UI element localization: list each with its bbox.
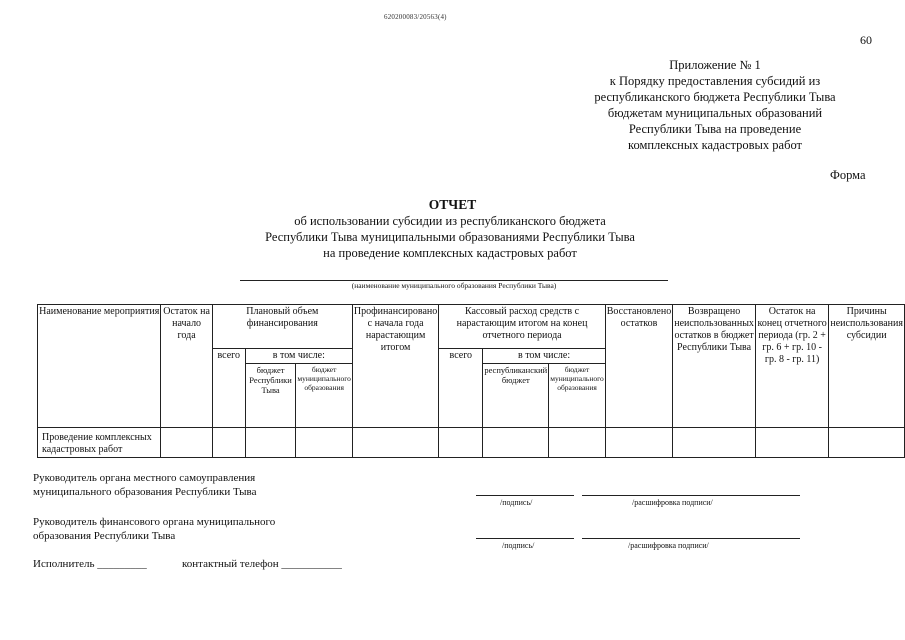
cell-cash-total[interactable] [439, 428, 483, 458]
subtitle-line: об использовании субсидии из республиканского бюджета [294, 214, 606, 228]
header-financed: Профинансировано с начала года нарастающим итогом [352, 305, 438, 428]
cell-restored[interactable] [605, 428, 672, 458]
head-local-signature-caption: /подпись/ [500, 498, 533, 507]
municipality-caption: (наименование муниципального образования Республики Тыва) [351, 281, 557, 290]
header-cash: Кассовый расход средств с нарастающим итогом на конец отчетного периода [439, 305, 605, 349]
appendix-line: Республики Тыва на проведение [628, 122, 802, 136]
head-local-label: Руководитель органа местного самоуправления муниципального образования Республики Тыва [33, 472, 257, 498]
cell-financed[interactable] [352, 428, 438, 458]
document-number: 620200083/20563(4) [384, 13, 447, 21]
header-planned-budget-rt: бюджет Республики Тыва [245, 364, 296, 428]
header-name: Наименование мероприятия [38, 305, 161, 428]
cell-cash-budget-mo[interactable] [549, 428, 606, 458]
cell-planned-total[interactable] [212, 428, 245, 458]
contact-phone-field[interactable]: контактный телефон ___________ [182, 558, 342, 570]
appendix-line: бюджетам муниципальных образований [607, 106, 823, 120]
subtitle-line: Республики Тыва муниципальными образованиями Республики Тыва [265, 230, 635, 244]
report-subtitle [150, 213, 750, 261]
page-number: 60 [860, 33, 872, 47]
header-balance-end: Остаток на конец отчетного периода (гр. 2 + гр. 6 + гр. 10 - гр. 8 - гр. 11) [755, 305, 828, 428]
header-balance-start: Остаток на начало года [161, 305, 212, 428]
head-finance-transcript-caption: /расшифровка подписи/ [628, 541, 709, 550]
report-title: ОТЧЕТ [428, 197, 477, 212]
cell-balance-start[interactable] [161, 428, 212, 458]
header-planned-including: в том числе: [245, 349, 352, 364]
header-planned-budget-mo: бюджет муниципального образования [296, 364, 353, 428]
head-finance-signature-line[interactable] [476, 538, 574, 539]
cell-cash-rep-budget[interactable] [483, 428, 549, 458]
form-label: Форма [830, 168, 866, 182]
row-name: Проведение комплексных кадастровых работ [38, 428, 161, 458]
header-restored: Восстановлено остатков [605, 305, 672, 428]
cell-reasons[interactable] [829, 428, 905, 458]
head-finance-signature-caption: /подпись/ [502, 541, 535, 550]
subtitle-line: на проведение комплексных кадастровых работ [323, 246, 577, 260]
head-finance-label: Руководитель финансового органа муниципального образования Республики Тыва [33, 516, 276, 542]
appendix-line: комплексных кадастровых работ [628, 138, 802, 152]
appendix-block [560, 57, 870, 153]
header-returned: Возвращено неиспользованных остатков в бюджет Республики Тыва [673, 305, 756, 428]
header-planned-total: всего [212, 349, 245, 428]
header-cash-total: всего [439, 349, 483, 428]
head-local-transcript-line[interactable] [582, 495, 800, 496]
header-reasons: Причины неиспользования субсидии [829, 305, 905, 428]
head-local-transcript-caption: /расшифровка подписи/ [632, 498, 713, 507]
executor-field[interactable]: Исполнитель _________ [33, 558, 147, 570]
cell-planned-budget-mo[interactable] [296, 428, 353, 458]
cell-balance-end[interactable] [755, 428, 828, 458]
header-planned: Плановый объем финансирования [212, 305, 352, 349]
appendix-line: республиканского бюджета Республики Тыва [594, 90, 836, 104]
report-table [37, 304, 905, 458]
header-cash-including: в том числе: [483, 349, 605, 364]
cell-returned[interactable] [673, 428, 756, 458]
head-finance-transcript-line[interactable] [582, 538, 800, 539]
appendix-line: к Порядку предоставления субсидий из [609, 74, 821, 88]
cell-planned-budget-rt[interactable] [245, 428, 296, 458]
header-cash-budget-mo: бюджет муниципального образования [549, 364, 606, 428]
head-local-signature-line[interactable] [476, 495, 574, 496]
header-cash-rep-budget: республиканский бюджет [483, 364, 549, 428]
appendix-line: Приложение № 1 [669, 58, 761, 72]
